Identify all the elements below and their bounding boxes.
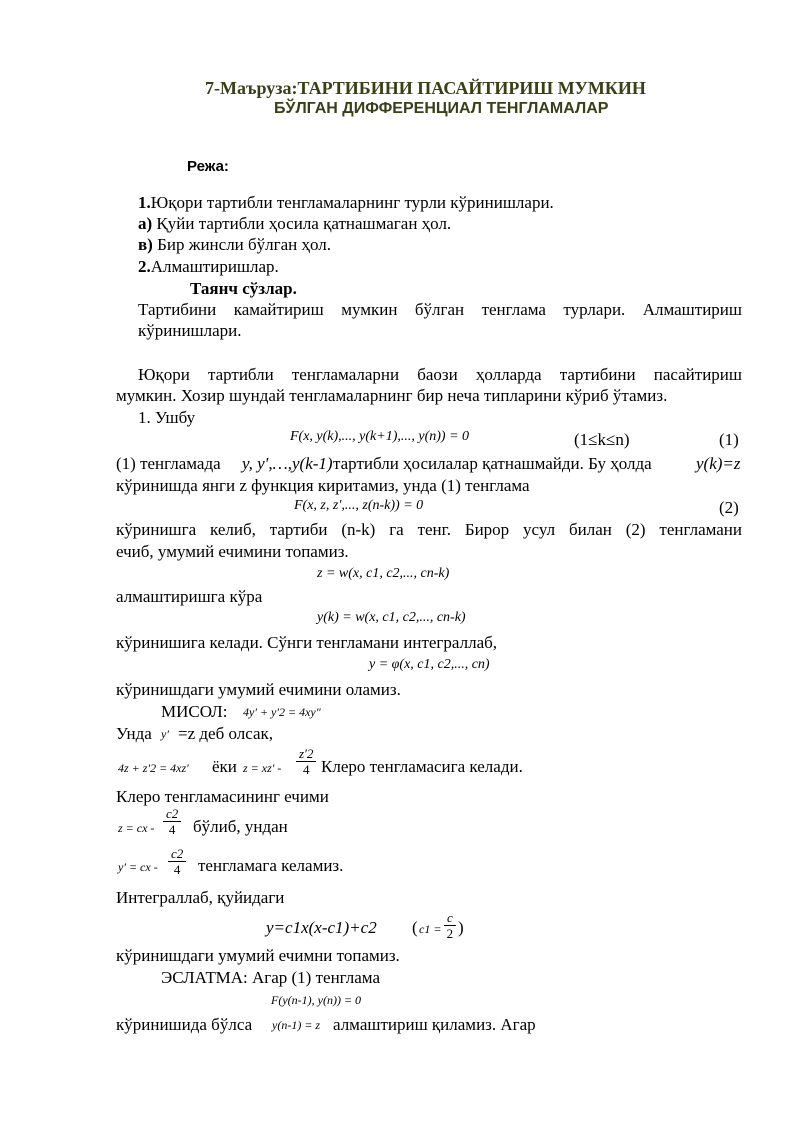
plan-item-a: [138, 214, 451, 234]
clairaut-text: Клеро тенгламасига келади.: [321, 757, 523, 776]
intro-line-2: мумкин. Хозир шундай тенгламаларнинг бир неча типларини кўриб ўтамиз.: [116, 386, 668, 405]
solution-2-fraction: [168, 846, 186, 877]
plan-heading: Режа:: [187, 158, 229, 175]
clairaut-equation-2-lhs: z = xz′ -: [243, 761, 282, 775]
plan-item-a-num: а): [138, 214, 153, 233]
example-equation: 4y′ + y′2 = 4xy″: [243, 705, 321, 719]
equation-2: F(x, z, z′,..., z(n-k)) = 0: [294, 498, 424, 513]
line-f: кўринишига келади. Сўнги тенгламани интеграллаб,: [116, 633, 498, 652]
line-d: ечиб, умумий ечимини топамиз.: [116, 542, 349, 561]
final-condition-fraction: [444, 910, 456, 941]
final-text: кўринишдаги умумий ечимни топамиз.: [116, 946, 400, 965]
plan-item-1-num: 1.: [138, 193, 151, 212]
solution-1-text: бўлиб, ундан: [193, 817, 288, 836]
solution-2-lhs: y′ = cx -: [118, 860, 158, 874]
solution-2-numerator: c2: [168, 846, 186, 862]
equation-1: F(x, y(k),..., y(k+1),..., y(n)) = 0: [290, 429, 470, 444]
plan-item-1: [138, 193, 554, 213]
plan-item-2-text: Алмаштиришлар.: [150, 257, 279, 276]
clairaut-fraction: [296, 746, 316, 777]
solution-1-numerator: c2: [163, 806, 181, 822]
final-condition-close: ): [458, 918, 464, 937]
plan-item-a-text: Қуйи тартибли ҳосила қатнашмаган ҳол.: [152, 214, 452, 233]
clairaut-fraction-numerator: z′2: [296, 746, 316, 762]
line-e: алмаштиришга кўра: [116, 587, 263, 606]
line-a-end: y(k)=z: [696, 454, 741, 473]
final-condition-open: (: [412, 918, 418, 937]
plan-item-b-text: Бир жинсли бўлган ҳол.: [152, 235, 332, 254]
solution-1-lhs: z = cx -: [118, 821, 155, 835]
final-condition-lhs: c1 =: [419, 922, 442, 936]
note-label: ЭСЛАТМА: Агар (1) тенглама: [161, 968, 380, 987]
solution-1-fraction: [163, 806, 181, 837]
line-c: кўринишга келиб, тартиби (n-k) га тенг. Бирор усул билан (2) тенгламани: [116, 520, 742, 539]
note-last-start: кўринишида бўлса: [116, 1015, 253, 1034]
solution-2-denominator: 4: [173, 862, 181, 877]
then-rest: =z деб олсак,: [178, 724, 274, 743]
line-g: кўринишдаги умумий ечимини оламиз.: [116, 680, 401, 699]
example-label: МИСОЛ:: [161, 702, 228, 721]
note-equation: F(y(n-1), y(n)) = 0: [271, 993, 362, 1007]
clairaut-fraction-denominator: 4: [302, 762, 310, 777]
keywords-line-2: кўринишлари.: [138, 321, 242, 340]
plan-item-2: [138, 257, 279, 277]
integration-label: Интеграллаб, қуйидаги: [116, 888, 285, 907]
solution-2-text: тенгламага келамиз.: [198, 856, 344, 875]
plan-item-b: [138, 235, 331, 255]
then-variable: y′: [161, 727, 169, 741]
title-line-1: 7-Маъруза:ТАРТИБИНИ ПАСАЙТИРИШ МУМКИН: [205, 78, 646, 98]
equation-2-number: (2): [719, 498, 739, 517]
clairaut-or: ёки: [212, 757, 237, 776]
equation-1-condition: (1≤k≤n): [574, 430, 630, 449]
equation-1-number: (1): [719, 430, 739, 449]
intro-line-1: Юқори тартибли тенгламаларни баози ҳолларда тартибини пасайтириш: [138, 365, 742, 384]
equation-5: y = φ(x, c1, c2,..., cn): [369, 657, 490, 672]
plan-item-2-num: 2.: [138, 257, 151, 276]
equation-4: y(k) = w(x, c1, c2,..., cn-k): [317, 610, 466, 625]
plan-item-1-text: Юқори тартибли тенгламаларнинг турли кўринишлари.: [150, 193, 554, 212]
equation-3: z = w(x, c1, c2,..., cn-k): [317, 566, 450, 581]
line-a-start: (1) тенгламада: [116, 454, 221, 473]
clairaut-solution-label: Клеро тенгламасининг ечими: [116, 787, 329, 806]
final-condition-numerator: c: [444, 910, 456, 926]
keywords-line-1: Тартибини камайтириш мумкин бўлган тенглама турлари. Алмаштириш: [138, 300, 742, 319]
clairaut-equation-1: 4z + z′2 = 4xz′: [118, 761, 189, 775]
final-condition-denominator: 2: [446, 926, 454, 941]
keywords-heading: Таянч сўзлар.: [190, 279, 297, 298]
then-label: Унда: [116, 724, 152, 743]
title-line-2: БЎЛГАН ДИФФЕРЕНЦИАЛ ТЕНГЛАМАЛАР: [274, 100, 609, 117]
solution-1-denominator: 4: [168, 822, 176, 837]
note-last-equation: y(n-1) = z: [272, 1018, 321, 1032]
plan-item-b-num: в): [138, 235, 153, 254]
final-equation: y=c1x(x-c1)+c2: [266, 918, 377, 937]
item-1-label: 1. Ушбу: [138, 408, 196, 427]
note-last-end: алмаштириш қиламиз. Агар: [333, 1015, 536, 1034]
line-a-vars: y, y′,…,y(k-1): [242, 454, 333, 473]
line-b: кўринишда янги z функция киритамиз, унда (1) тенглама: [116, 476, 530, 495]
line-a-mid: тартибли ҳосилалар қатнашмайди. Бу ҳолда: [333, 454, 652, 473]
